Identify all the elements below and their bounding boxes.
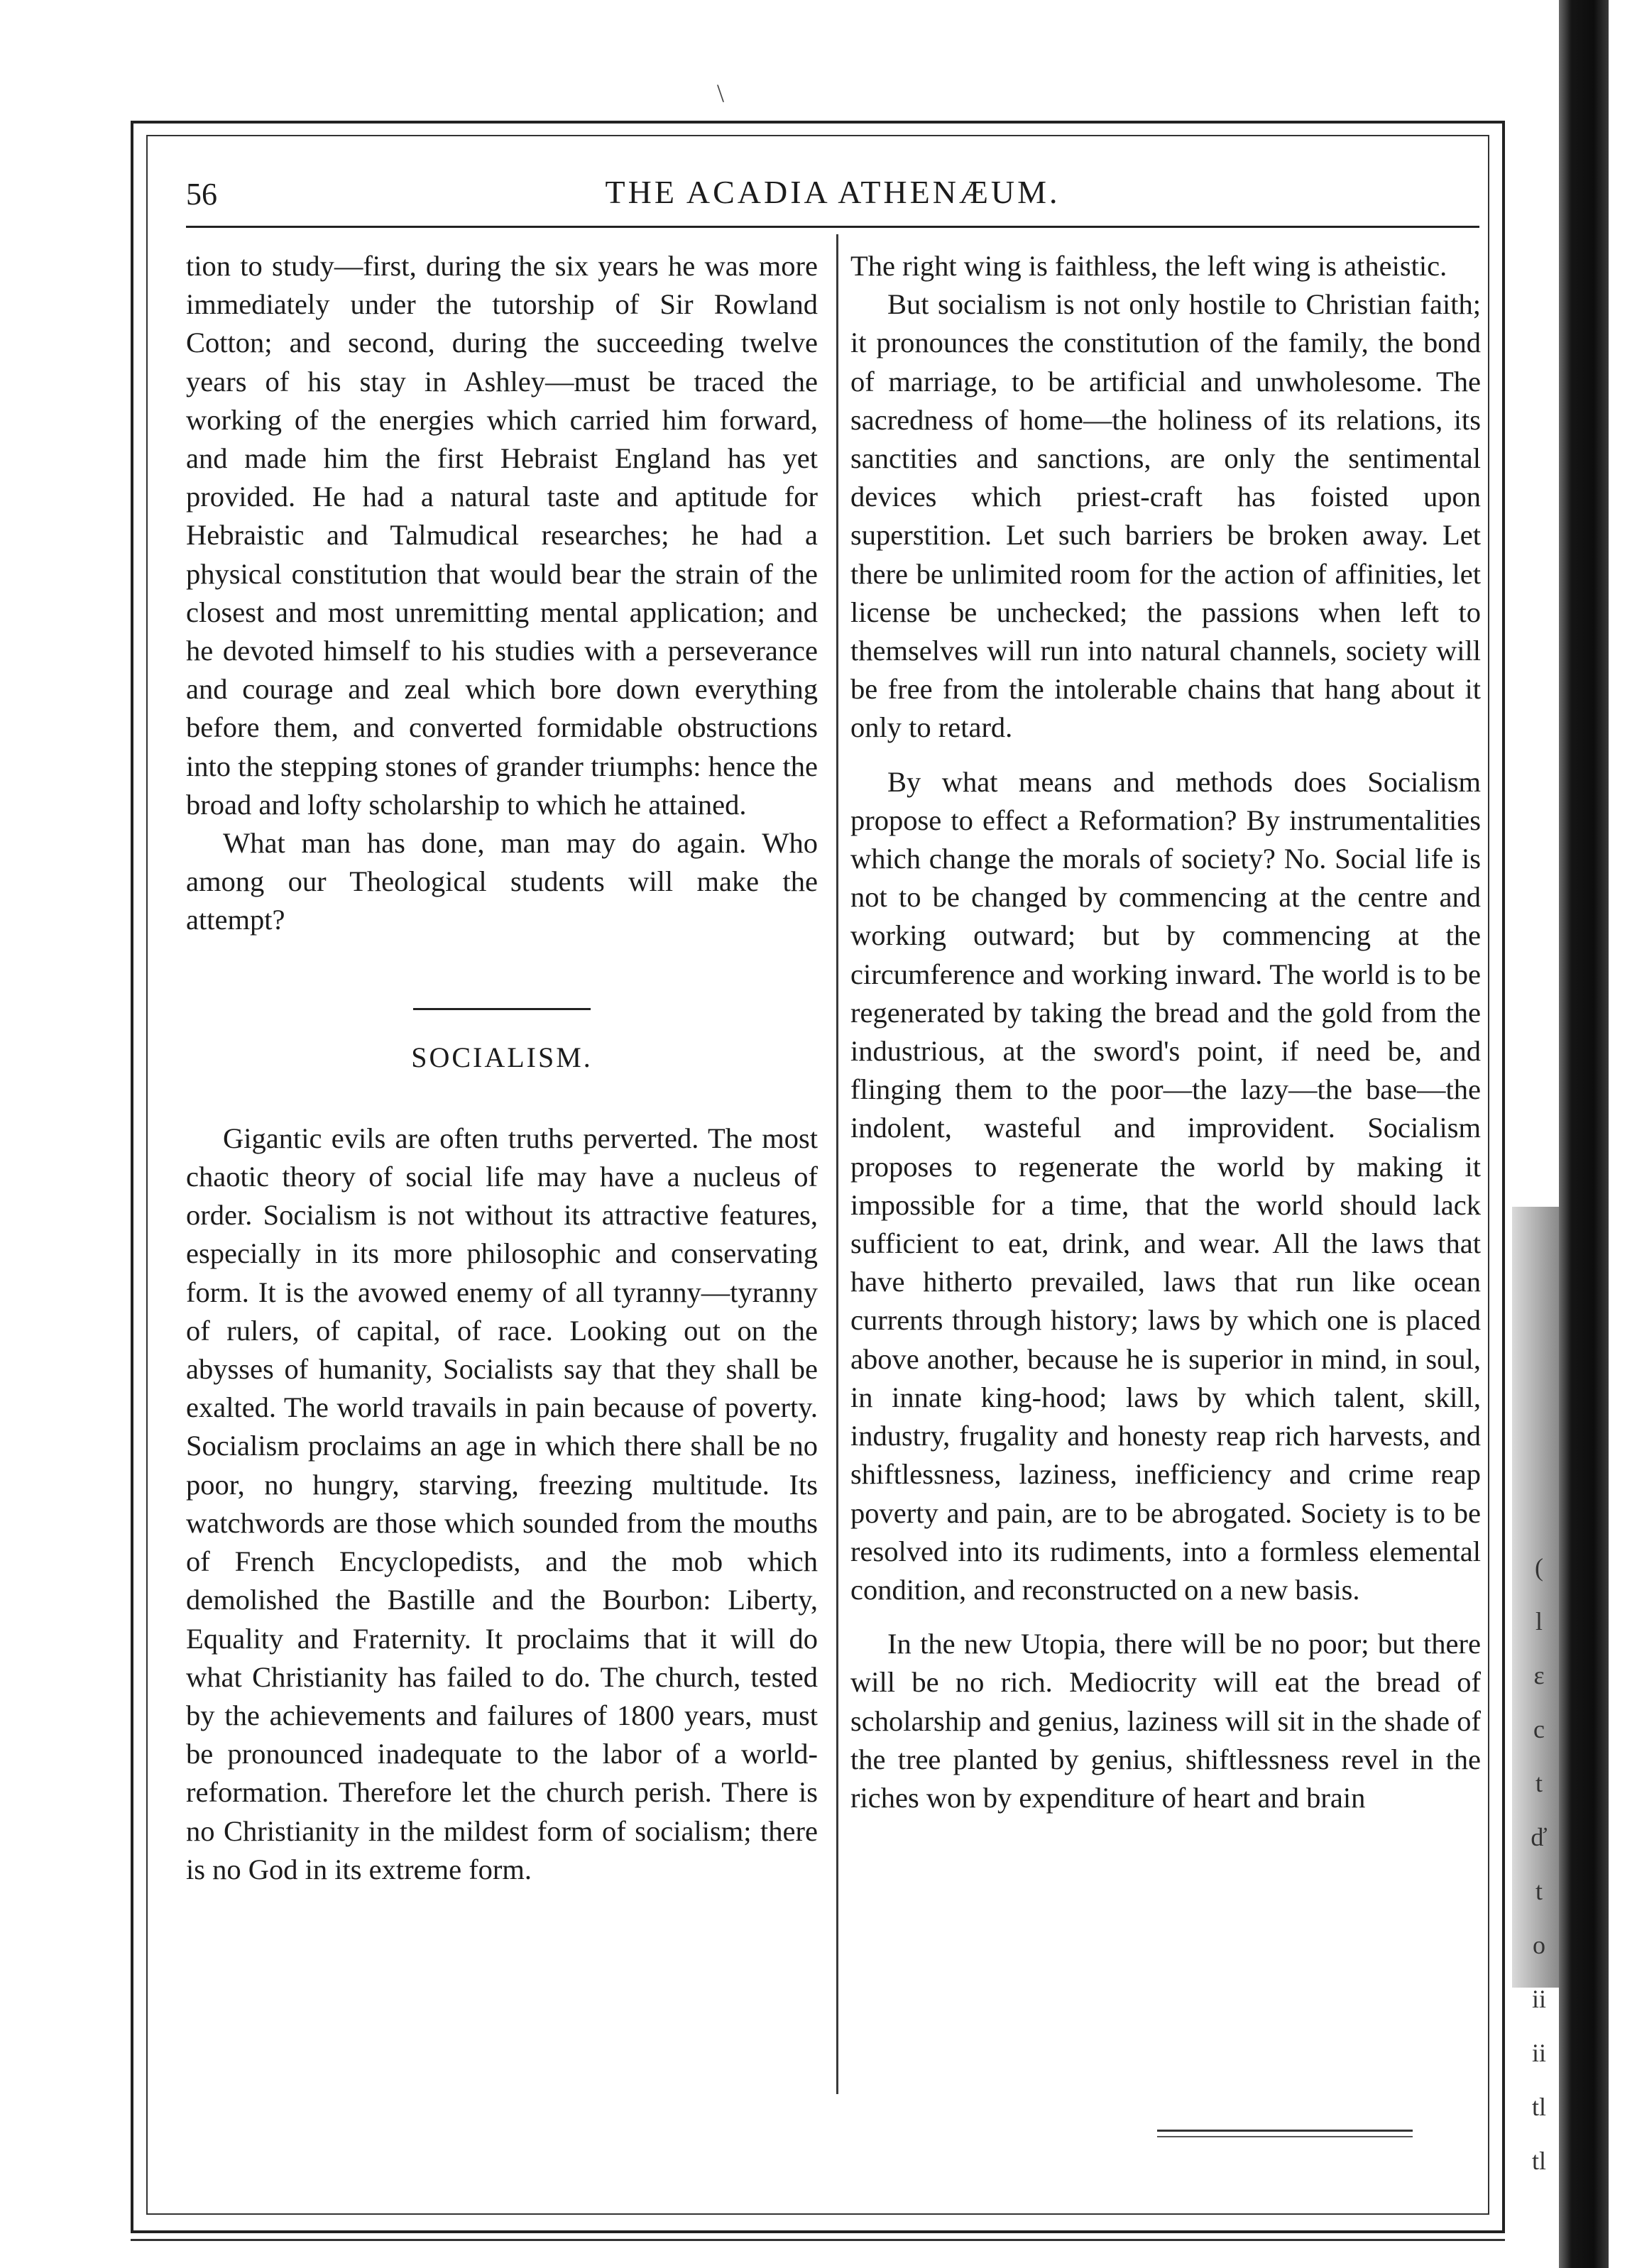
bleed-glyph: ii: [1531, 2039, 1546, 2067]
bleed-glyph: t: [1535, 1769, 1543, 1797]
book-binding-edge: [1559, 0, 1609, 2268]
article-paragraph: Gigantic evils are often truths perverted. The most chaotic theory of social life may have a nucleus of order. Socialism is not without its attractive features, especially in its more philosophic and conservating form. It is the avowed enemy of all tyranny—tyranny of rulers, of capital, of race. Looking out on the abysses of humanity, Socialists say that they shall be exalted. The world travails in pain because of poverty. Socialism proclaims an age in which there shall be no poor, no hungry, starving, freezing multitude. Its watchwords are those which sounded from the mouths of French Encyclopedists, and the mob which demolished the Bastille and the Bourbon: Liberty, Equality and Fraternity. It proclaims that it will do what Christianity has failed to do. The church, tested by the achievements and failures of 1800 years, must be pronounced inadequate to the labor of a world-reformation. Therefore let the church perish. There is no Christianity in the mildest form of socialism; there is no God in its extreme form.: [186, 1122, 818, 1885]
margin-bleed-through: [1525, 1540, 1553, 2188]
bottom-ornamental-rule: [1157, 2130, 1413, 2137]
article-paragraph: By what means and methods does Socialism propose to effect a Reformation? By instrumentalities which change the morals of society? No. Social life is not to be changed by commencing at the centre and working outward; but by commencing at the circumference and working inward. The world is to be regenerated by taking the bread and the gold from the industrious, at the sword's point, if need be, and flinging them to the poor—the lazy—the base—the indolent, wasteful and improvident. Socialism proposes to regenerate the world by making it impossible for a time, that the world should lack sufficient to eat, drink, and wear. All the laws that have hitherto prevailed, laws that run like ocean currents through history; laws by which one is placed above another, because he is superior in mind, in soul, in innate king-hood; laws by which talent, skill, industry, frugality and honesty reap rich harvests, and shiftlessness, laziness, inefficiency and crime reap poverty and pain, are to be abrogated. Society is to be resolved into its rudiments, into a formless elemental condition, and reconstructed on a new basis.: [850, 765, 1481, 1606]
bleed-glyph: t: [1535, 1877, 1543, 1905]
bleed-glyph: c: [1533, 1715, 1545, 1743]
running-title: THE ACADIA ATHENÆUM.: [605, 174, 1061, 210]
left-column: [186, 247, 818, 1889]
bottom-frame-rule: [131, 2239, 1505, 2241]
article-paragraph: The right wing is faithless, the left wing is atheistic.: [850, 250, 1447, 282]
bleed-glyph: ε: [1533, 1661, 1545, 1689]
bleed-glyph: tl: [1531, 2147, 1546, 2175]
page-number: 56: [186, 177, 217, 212]
column-divider: [836, 234, 838, 2094]
article-paragraph: But socialism is not only hostile to Christian faith; it pronounces the constitution of the family, the bond of marriage, to be artificial and unwholesome. The sacredness of home—the holiness of its relations, its sanctities and sanctions, are only the sentimental devices which priest-craft has foisted upon superstition. Let such barriers be broken away. Let there be unlimited room for the action of affinities, let license be unchecked; the passions when left to themselves will run into natural channels, society will be free from the intolerable chains that hang about it only to retard.: [850, 288, 1481, 744]
section-divider-rule: [413, 1008, 591, 1010]
bleed-glyph: l: [1535, 1607, 1543, 1636]
bleed-glyph: (: [1535, 1553, 1543, 1582]
right-column: [850, 247, 1481, 1817]
header-rule: [186, 226, 1479, 228]
stray-ink-mark: \: [717, 79, 725, 107]
bleed-glyph: ii: [1531, 1985, 1546, 2013]
article-paragraph: tion to study—first, during the six years he was more immediately under the tutorship of Sir Rowland Cotton; and second, during the succeeding twelve years of his stay in Ashley—must be traced the working of the energies which carried him forward, and made him the first Hebraist England has yet provided. He had a natural taste and aptitude for Hebraistic and Talmudical researches; he had a physical constitution that would bear the strain of the closest and most unremitting mental application; and he devoted himself to his studies with a perseverance and courage and zeal which bore down everything before them, and converted formidable obstructions into the stepping stones of grander triumphs: hence the broad and lofty scholarship to which he attained.: [186, 250, 818, 821]
article-paragraph: What man has done, man may do again. Who among our Theological students will make the attempt?: [186, 827, 818, 936]
paragraph-gap: [850, 747, 1481, 763]
article-paragraph: In the new Utopia, there will be no poor; but there will be no rich. Mediocrity will eat the bread of scholarship and genius, laziness will sit in the shade of the tree planted by genius, shiftlessness revel in the riches won by expenditure of heart and brain: [850, 1628, 1481, 1814]
bleed-glyph: tl: [1531, 2093, 1546, 2121]
page-header: [186, 170, 1479, 227]
bleed-glyph: o: [1533, 1931, 1545, 1959]
paragraph-gap: [850, 1609, 1481, 1625]
bleed-glyph: ď: [1531, 1823, 1548, 1851]
section-title: SOCIALISM.: [411, 1041, 593, 1073]
